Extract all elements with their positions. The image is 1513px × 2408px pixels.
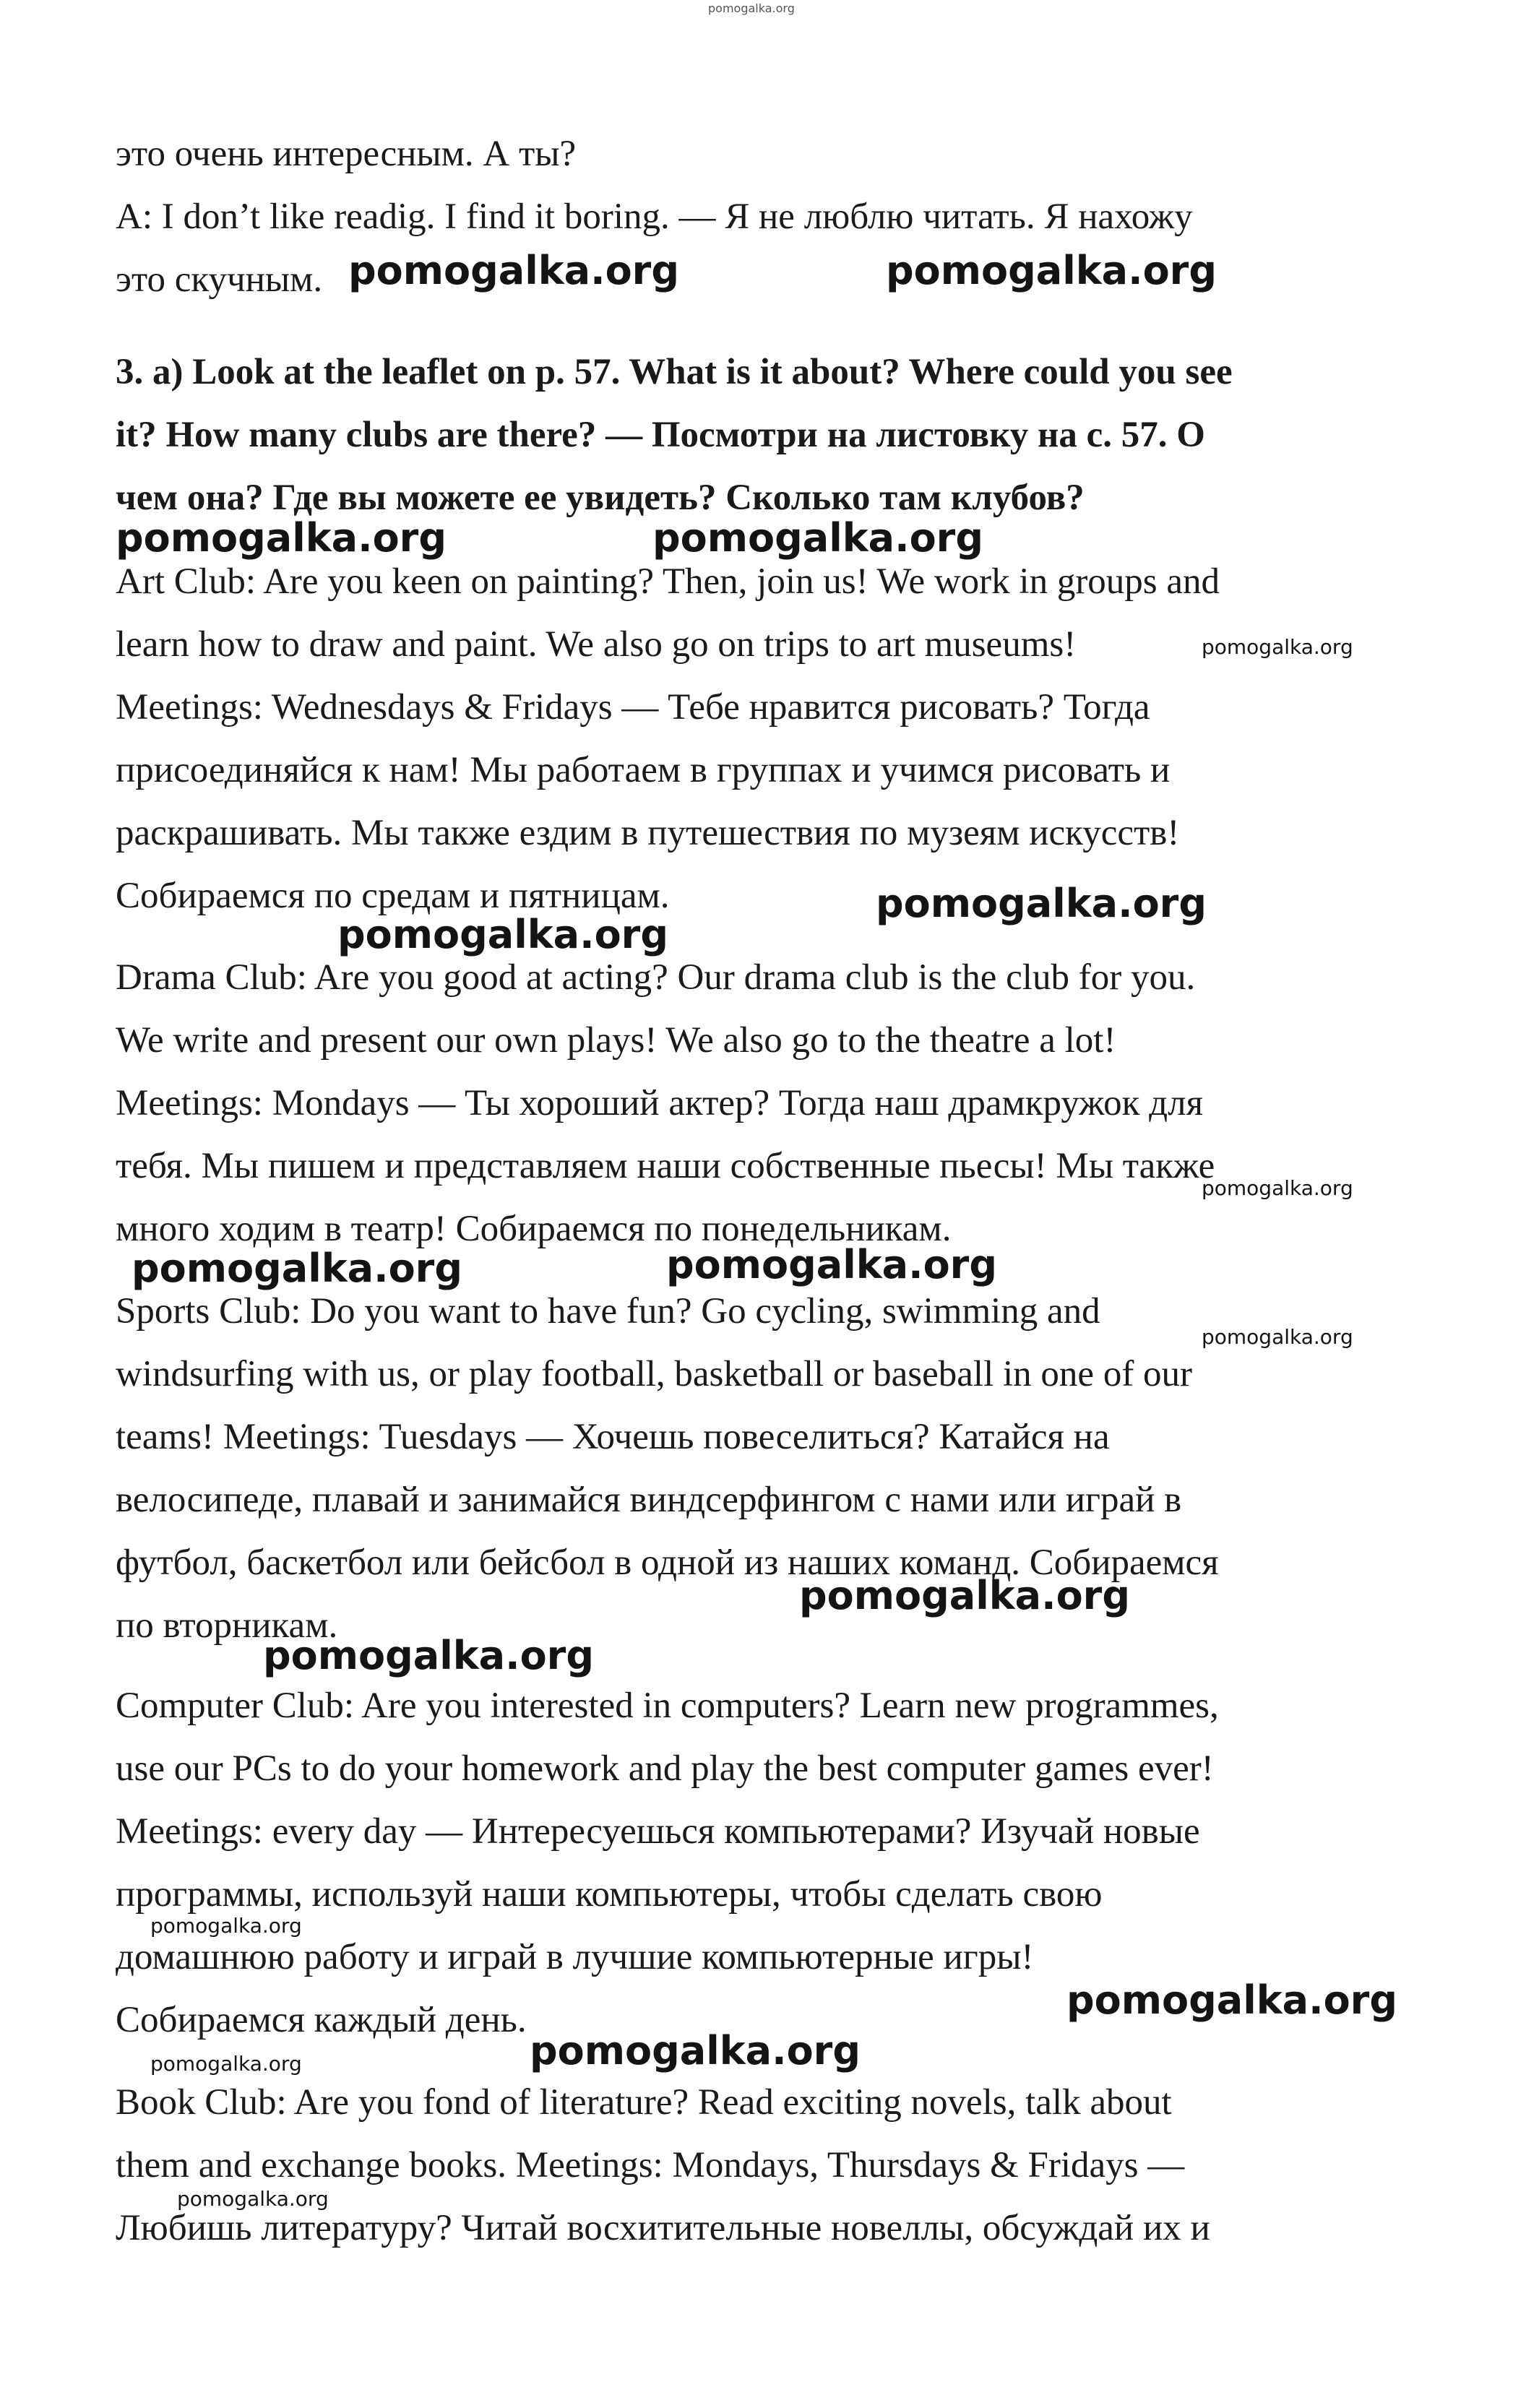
text-line: домашнюю работу и играй в лучшие компьютерные игры! xyxy=(116,1937,1034,1977)
watermark: pomogalka.org xyxy=(150,2052,302,2076)
text-line: Meetings: Mondays — Ты хороший актер? Тогда наш драмкружок для xyxy=(116,1083,1204,1123)
text-line: teams! Meetings: Tuesdays — Хочешь повеселиться? Катайся на xyxy=(116,1417,1110,1457)
watermark: pomogalka.org xyxy=(1066,1977,1397,2023)
text-line: велосипеде, плавай и занимайся виндсерфингом с нами или играй в xyxy=(116,1480,1182,1520)
text-line: Art Club: Are you keen on painting? Then, join us! We work in groups and xyxy=(116,561,1220,602)
text-line: A: I don’t like readig. I find it boring. — Я не люблю читать. Я нахожу xyxy=(116,197,1193,237)
text-line: Computer Club: Are you interested in computers? Learn new programmes, xyxy=(116,1686,1219,1726)
watermark: pomogalka.org xyxy=(886,248,1217,293)
text-line: раскрашивать. Мы также ездим в путешествия по музеям искусств! xyxy=(116,813,1180,853)
text-line: футбол, баскетбол или бейсбол в одной из наших команд. Собираемся xyxy=(116,1542,1219,1583)
watermark: pomogalka.org xyxy=(150,1914,302,1938)
watermark: pomogalka.org xyxy=(337,912,668,957)
exercise-heading-line: 3. a) Look at the leaflet on p. 57. What is it about? Where could you see xyxy=(116,352,1233,392)
exercise-heading-line: it? How many clubs are there? — Посмотри на листовку на с. 57. О xyxy=(116,415,1205,455)
text-line: windsurfing with us, or play football, basketball or baseball in one of our xyxy=(116,1354,1193,1394)
exercise-heading-line: чем она? Где вы можете ее увидеть? Сколько там клубов? xyxy=(116,478,1085,518)
text-line: программы, используй наши компьютеры, чтобы сделать свою xyxy=(116,1874,1103,1915)
watermark: pomogalka.org xyxy=(177,2187,329,2211)
text-line: Drama Club: Are you good at acting? Our drama club is the club for you. xyxy=(116,957,1196,998)
watermark: pomogalka.org xyxy=(876,881,1207,926)
text-line: learn how to draw and paint. We also go on trips to art museums! xyxy=(116,624,1077,665)
watermark: pomogalka.org xyxy=(1202,1176,1353,1200)
text-line: это скучным. xyxy=(116,259,323,300)
text-line: это очень интересным. А ты? xyxy=(116,134,577,174)
text-line: присоединяйся к нам! Мы работаем в группах и учимся рисовать и xyxy=(116,750,1171,790)
watermark: pomogalka.org xyxy=(666,1242,997,1287)
watermark: pomogalka.org xyxy=(1202,635,1353,659)
watermark: pomogalka.org xyxy=(348,248,679,293)
watermark: pomogalka.org xyxy=(132,1246,462,1291)
text-line: много ходим в театр! Собираемся по понедельникам. xyxy=(116,1209,952,1249)
watermark: pomogalka.org xyxy=(116,515,447,561)
text-line: We write and present our own plays! We also go to the theatre a lot! xyxy=(116,1020,1116,1061)
top-watermark: pomogalka.org xyxy=(708,1,795,15)
text-line: Meetings: every day — Интересуешься компьютерами? Изучай новые xyxy=(116,1811,1200,1852)
text-line: Sports Club: Do you want to have fun? Go cycling, swimming and xyxy=(116,1291,1100,1332)
text-line: Собираемся каждый день. xyxy=(116,2000,527,2040)
text-line: them and exchange books. Meetings: Mondays, Thursdays & Fridays — xyxy=(116,2145,1185,2185)
text-line: тебя. Мы пишем и представляем наши собственные пьесы! Мы также xyxy=(116,1146,1215,1186)
watermark: pomogalka.org xyxy=(1202,1325,1353,1349)
watermark: pomogalka.org xyxy=(799,1573,1130,1618)
text-line: Любишь литературу? Читай восхитительные новеллы, обсуждай их и xyxy=(116,2208,1210,2248)
watermark: pomogalka.org xyxy=(652,515,983,561)
text-line: Meetings: Wednesdays & Fridays — Тебе нравится рисовать? Тогда xyxy=(116,687,1150,728)
watermark: pomogalka.org xyxy=(263,1633,594,1678)
text-line: use our PCs to do your homework and play the best computer games ever! xyxy=(116,1748,1214,1789)
text-line: Book Club: Are you fond of literature? Read exciting novels, talk about xyxy=(116,2082,1172,2123)
text-line: по вторникам. xyxy=(116,1605,338,1646)
watermark: pomogalka.org xyxy=(530,2028,861,2073)
text-line: Собираемся по средам и пятницам. xyxy=(116,876,670,916)
